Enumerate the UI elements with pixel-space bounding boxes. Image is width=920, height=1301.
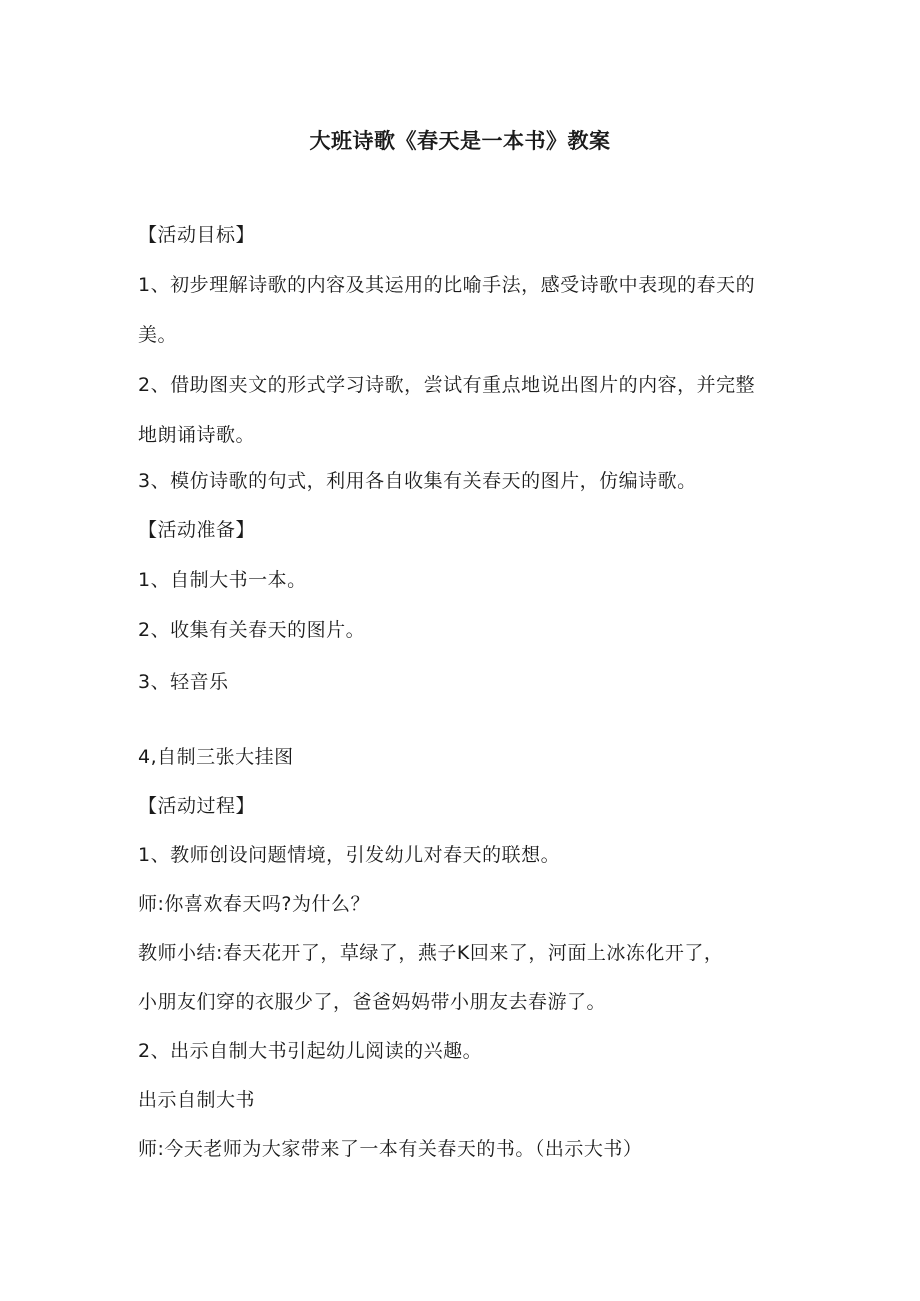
- paragraph-line: 3、轻音乐: [138, 671, 229, 693]
- paragraph-line: 师:你喜欢春天吗?为什么？: [138, 893, 370, 915]
- paragraph-line: 师:今天老师为大家带来了一本有关春天的书。（出示大书）: [138, 1138, 643, 1160]
- paragraph-line: 小朋友们穿的衣服少了，爸爸妈妈带小朋友去春游了。: [138, 991, 607, 1013]
- paragraph-line: 1、教师创设问题情境，引发幼儿对春天的联想。: [138, 844, 561, 866]
- section-heading-goals: 【活动目标】: [138, 224, 256, 246]
- section-heading-process: 【活动过程】: [138, 795, 256, 817]
- paragraph-line: 2、收集有关春天的图片。: [138, 619, 366, 641]
- paragraph-line: 1、初步理解诗歌的内容及其运用的比喻手法，感受诗歌中表现的春天的: [138, 274, 756, 296]
- paragraph-line: 3、模仿诗歌的句式，利用各自收集有关春天的图片，仿编诗歌。: [138, 470, 697, 492]
- paragraph-line: 美。: [138, 324, 178, 346]
- paragraph-line: 教师小结:春天花开了，草绿了，燕子K回来了，河面上冰冻化开了，: [138, 942, 724, 964]
- paragraph-line: 2、出示自制大书引起幼儿阅读的兴趣。: [138, 1040, 483, 1062]
- section-heading-preparation: 【活动准备】: [138, 519, 256, 541]
- document-title: 大班诗歌《春天是一本书》教案: [309, 129, 611, 153]
- paragraph-line: 4,自制三张大挂图: [138, 746, 294, 768]
- paragraph-line: 2、借助图夹文的形式学习诗歌，尝试有重点地说出图片的内容，并完整: [138, 374, 756, 396]
- paragraph-line: 出示自制大书: [138, 1089, 256, 1111]
- paragraph-line: 地朗诵诗歌。: [138, 424, 256, 446]
- paragraph-line: 1、自制大书一本。: [138, 569, 307, 591]
